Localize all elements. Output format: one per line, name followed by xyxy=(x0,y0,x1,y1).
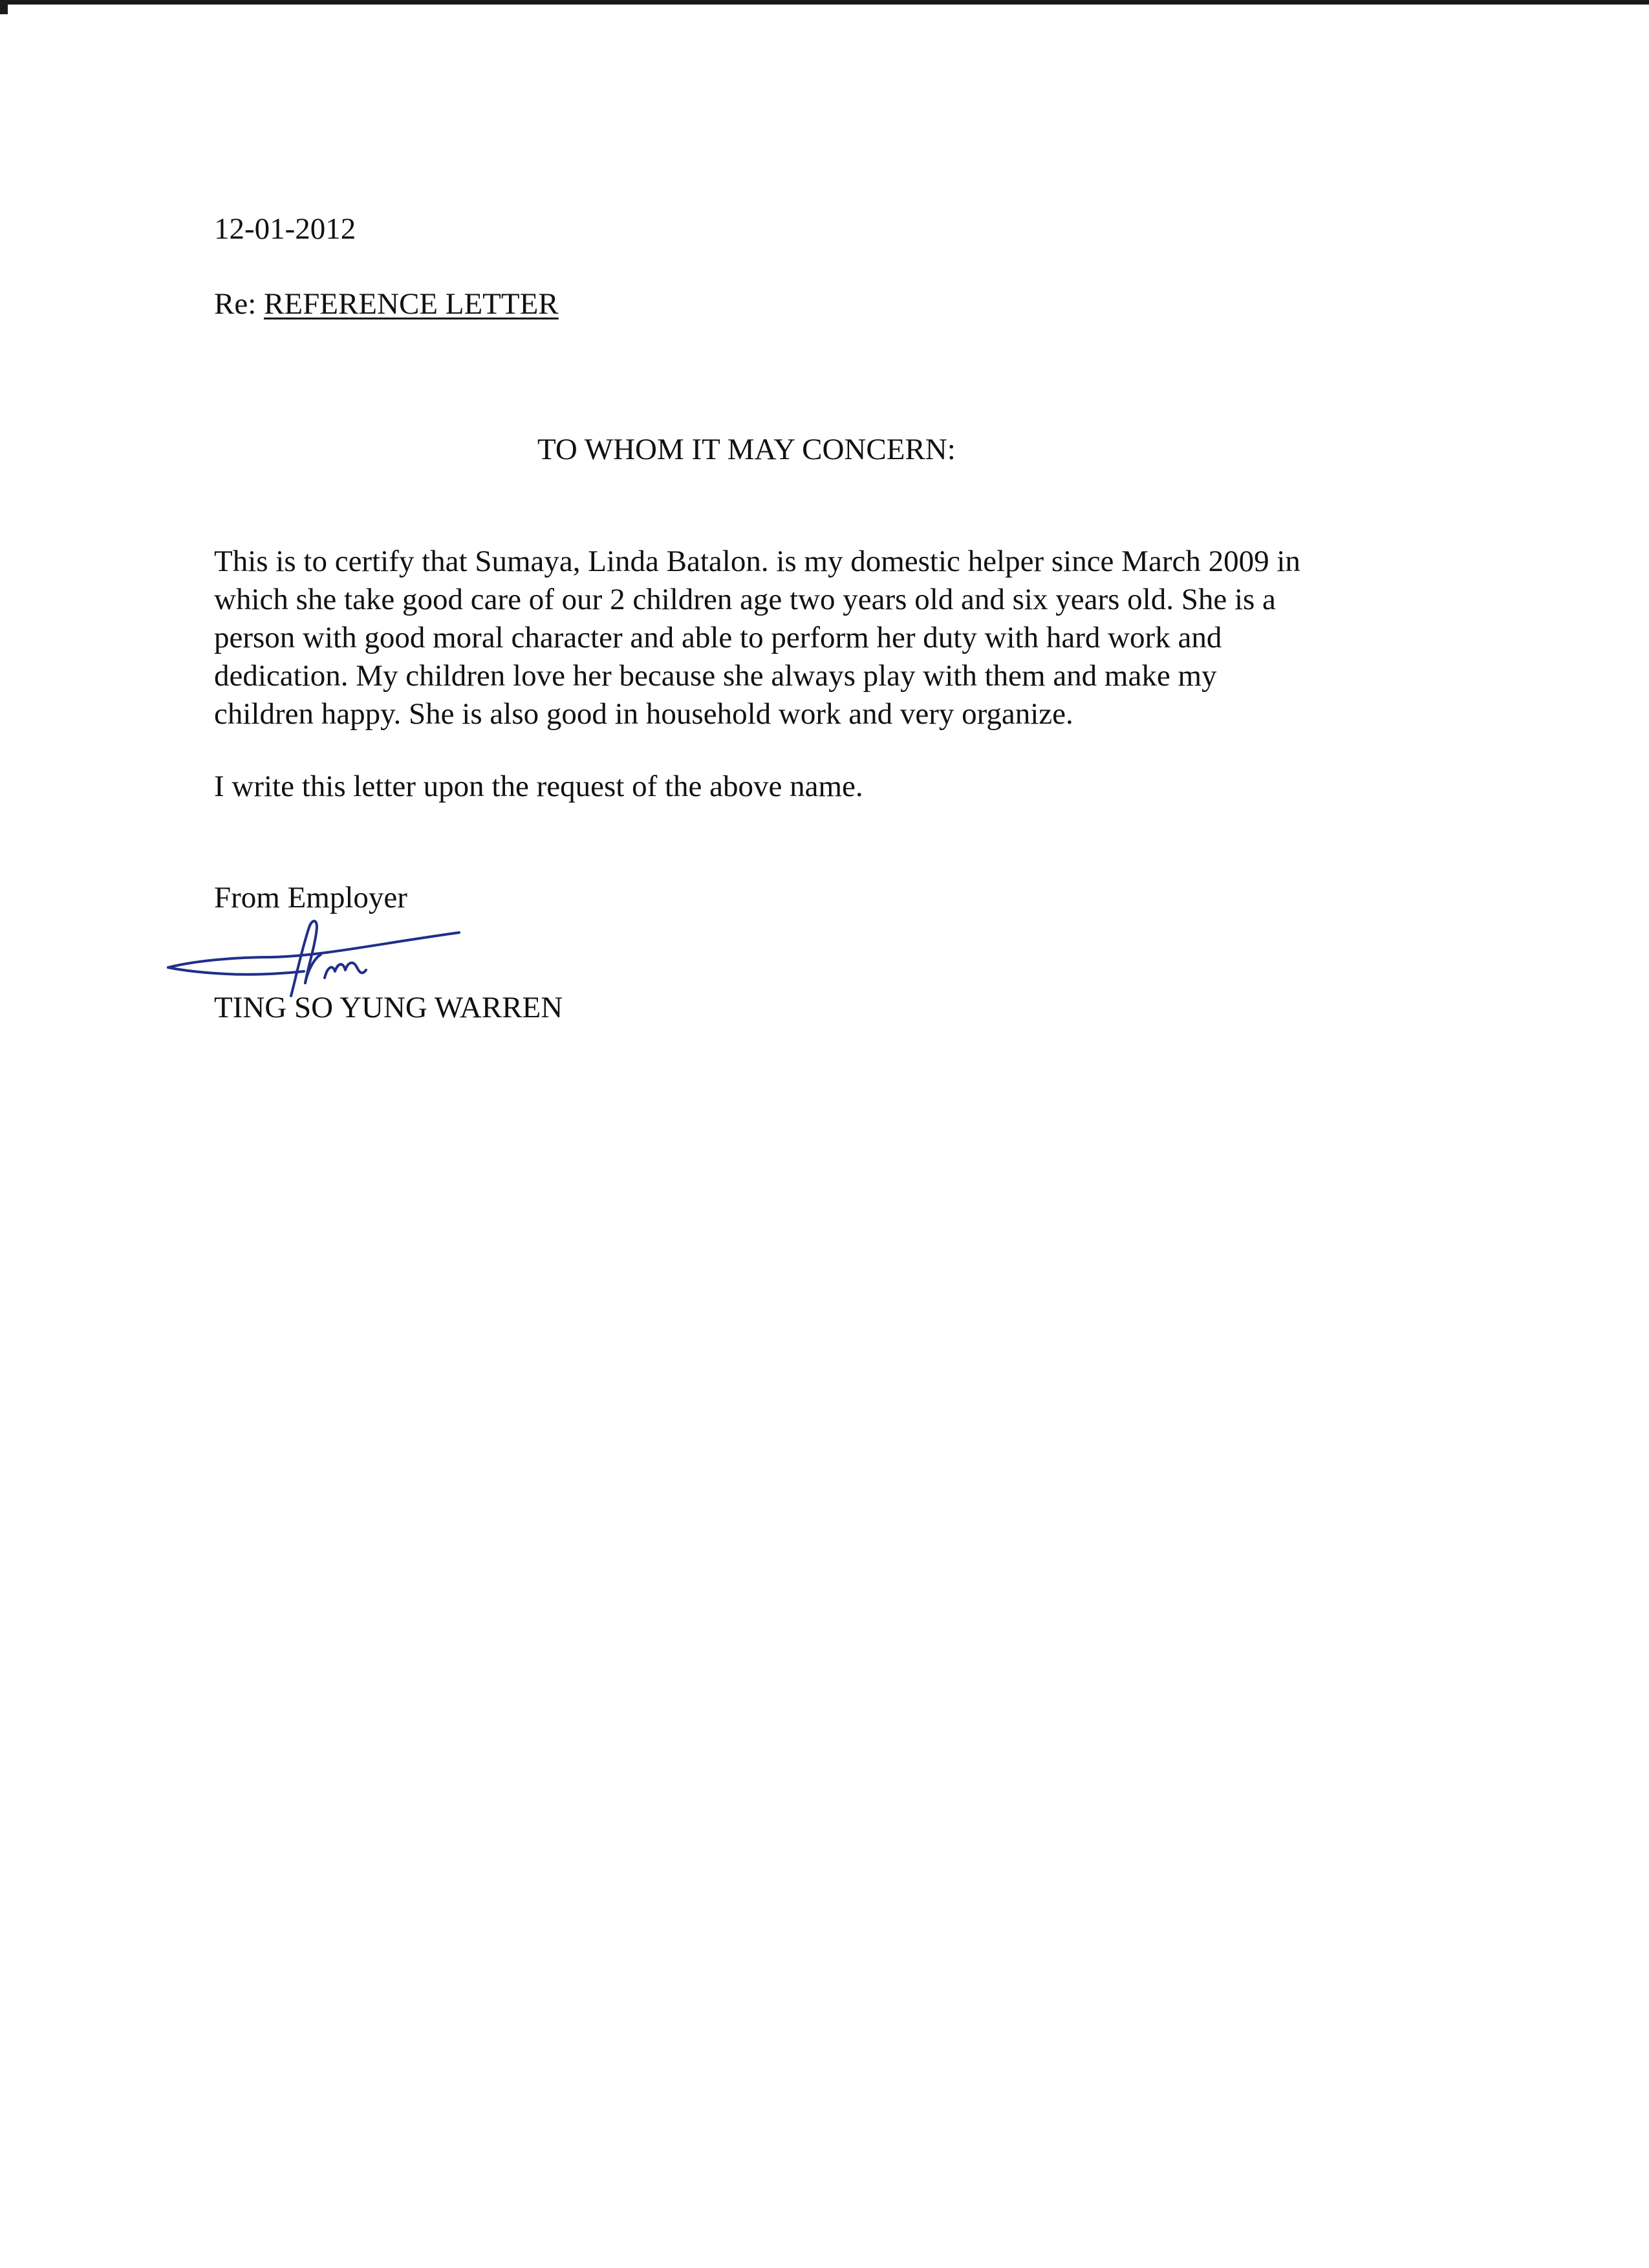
re-subject: REFERENCE LETTER xyxy=(264,287,559,321)
scan-edge-corner xyxy=(0,0,8,14)
body-paragraph xyxy=(214,543,1391,733)
request-line: I write this letter upon the request of the above name. xyxy=(214,770,863,803)
closing: From Employer xyxy=(214,881,407,914)
letter-date: 12-01-2012 xyxy=(214,212,356,246)
subject-line xyxy=(214,286,559,322)
signature-image xyxy=(155,905,466,1022)
body-line: person with good moral character and able to perform her duty with hard work and xyxy=(214,621,1222,654)
re-label: Re: xyxy=(214,287,257,321)
signatory-name: TING SO YUNG WARREN xyxy=(214,991,563,1024)
body-line: children happy. She is also good in household work and very organize. xyxy=(214,697,1073,731)
salutation: TO WHOM IT MAY CONCERN: xyxy=(537,433,956,466)
body-line: This is to certify that Sumaya, Linda Batalon. is my domestic helper since March 2009 in xyxy=(214,545,1300,578)
body-line: dedication. My children love her because she always play with them and make my xyxy=(214,659,1217,693)
body-line: which she take good care of our 2 children age two years old and six years old. She is a xyxy=(214,583,1276,616)
scan-edge xyxy=(0,0,1649,5)
